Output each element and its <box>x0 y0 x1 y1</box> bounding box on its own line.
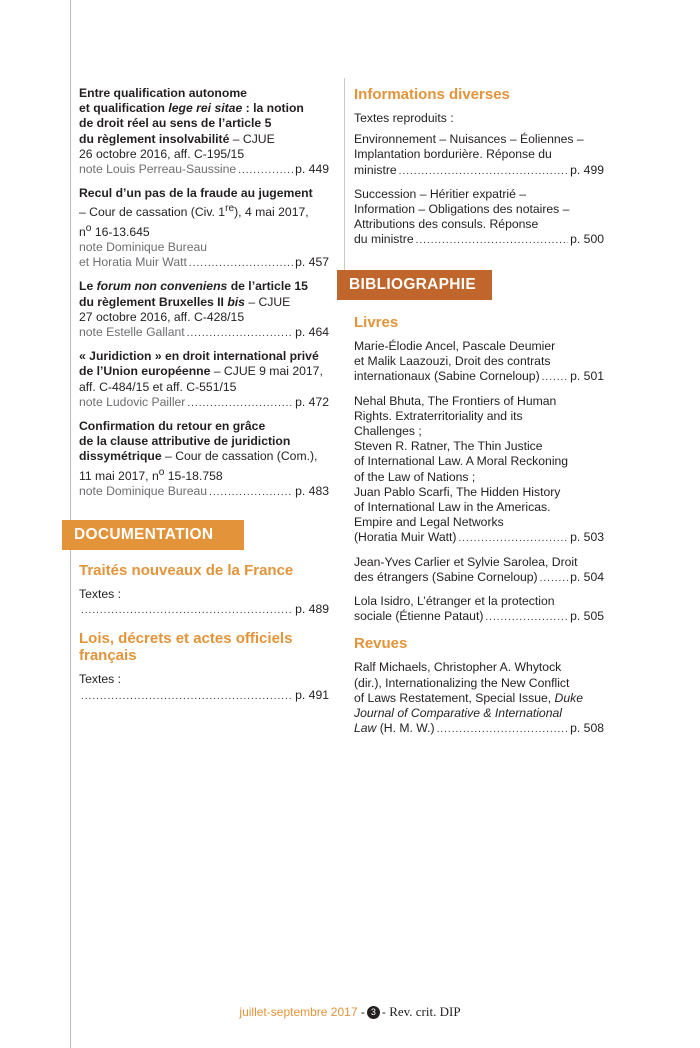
court-reference: – Cour de cassation (Com.), 11 mai 2017, $n^o$ 15-18.758 <box>79 449 318 483</box>
informations-list <box>354 132 604 248</box>
dot-leader <box>81 689 293 704</box>
traites-label: Textes : <box>79 587 121 601</box>
case-note-title <box>79 419 329 484</box>
entry-text: Ralf Michaels, Christopher A. Whytock (dir.), Internationalizing the New Conflict of Laws Restatement, Special Issue, Duke Journal of Comparative & International <box>354 660 583 721</box>
dot-leader <box>540 571 569 586</box>
lois-label: Textes : <box>79 672 121 687</box>
entry-text: Nehal Bhuta, The Frontiers of Human Rights. Extraterritoriality and its Challenges ; Steven R. Ratner, The Thin Justice of International Law. A Moral Reckoning of the Law of Nations ; Juan Pablo Scarfi, The Hidden History of International Law in the Americas. Empire and Legal Networks <box>354 393 569 530</box>
case-note-entry[interactable] <box>79 86 329 178</box>
page-ref: p. 483 <box>295 483 329 498</box>
page-ref: p. 501 <box>570 369 604 384</box>
livres-heading: Livres <box>354 314 399 331</box>
journal-title: Rev. crit. DIP <box>389 1004 461 1019</box>
case-note-entry[interactable] <box>79 186 329 271</box>
case-note-title <box>79 186 329 240</box>
page-ref: p. 449 <box>295 162 329 177</box>
case-note-entry[interactable] <box>79 419 329 500</box>
court-reference: – CJUE 26 octobre 2016, aff. C-195/15 <box>79 131 275 161</box>
column-divider <box>344 78 345 300</box>
page-ref: p. 500 <box>570 232 604 247</box>
case-note-entry[interactable] <box>79 349 329 411</box>
entry-last-line <box>354 609 604 625</box>
review-entry[interactable] <box>354 660 604 737</box>
book-entry[interactable] <box>354 555 604 586</box>
case-title: Recul d’un pas de la fraude au jugement <box>79 186 313 201</box>
note-author: note Dominique Bureau <box>79 239 208 254</box>
court-reference: – CJUE 9 mai 2017, aff. C-484/15 et aff. C-551/15 <box>79 364 323 394</box>
book-entry[interactable] <box>354 594 604 625</box>
entry-last-text: ministre <box>354 162 397 177</box>
entry-last-line <box>354 530 604 546</box>
dot-leader <box>416 233 569 248</box>
case-note-title <box>79 349 329 395</box>
livres-list <box>354 339 604 625</box>
entry-last-line <box>354 721 604 737</box>
dot-leader <box>458 531 568 546</box>
entry-last-line <box>79 484 329 500</box>
dot-leader <box>399 164 568 179</box>
right-column <box>354 86 604 257</box>
dot-leader <box>209 485 293 500</box>
page-ref: p. 499 <box>570 162 604 177</box>
entry-last-text: note Dominique Bureau <box>79 483 208 498</box>
entry-text: Environnement – Nuisances – Éoliennes – Implantation bordurière. Réponse du <box>354 132 584 162</box>
entry-last-text: note Ludovic Pailler <box>79 394 186 409</box>
entry-text: Marie-Élodie Ancel, Pascale Deumier et Malik Laazouzi, Droit des contrats <box>354 339 556 369</box>
lois-entry[interactable] <box>79 672 329 703</box>
page-footer: juillet-septembre 2017 - 3 - Rev. crit. DIP <box>239 1004 461 1019</box>
entry-last-text: note Louis Perreau-Saussine <box>79 162 237 177</box>
entry-last-line <box>354 163 604 179</box>
case-title: Le forum non conveniens de l’article 15 du règlement Bruxelles II bis <box>79 279 308 309</box>
informations-label: Textes reproduits : <box>354 111 454 125</box>
entry-last-line <box>354 570 604 586</box>
dot-leader <box>238 163 293 178</box>
revues-heading: Revues <box>354 635 408 653</box>
book-entry[interactable] <box>354 394 604 547</box>
information-entry[interactable] <box>354 187 604 249</box>
dot-leader <box>187 396 293 411</box>
dot-leader <box>485 610 568 625</box>
bibliographie-banner: BIBLIOGRAPHIE <box>337 270 492 300</box>
traites-heading: Traités nouveaux de la France <box>79 562 294 579</box>
page-ref: p. 491 <box>295 687 329 702</box>
entry-last-text: des étrangers (Sabine Corneloup) <box>354 569 538 584</box>
page-ref: p. 464 <box>295 324 329 339</box>
entry-last-text: (Horatia Muir Watt) <box>354 530 457 545</box>
entry-last-line <box>354 369 604 385</box>
page-ref: p. 457 <box>295 255 329 270</box>
dot-leader <box>81 603 293 618</box>
traites-entry[interactable] <box>79 587 329 618</box>
case-notes-list <box>79 86 329 500</box>
entry-last-line <box>79 162 329 178</box>
entry-last-text: du ministre <box>354 232 414 247</box>
court-reference: – CJUE 27 octobre 2016, aff. C-428/15 <box>79 294 291 324</box>
issue-date: juillet-septembre 2017 <box>239 1005 358 1019</box>
entry-last-text: internationaux (Sabine Corneloup) <box>354 369 540 384</box>
entry-last-line <box>79 255 329 271</box>
entry-last-text: Law (H. M. W.) <box>354 721 435 736</box>
page-ref: p. 504 <box>570 569 604 584</box>
page-ref: p. 472 <box>295 394 329 409</box>
page-number: 3 <box>367 1006 380 1019</box>
entry-last-text: et Horatia Muir Watt <box>79 255 187 270</box>
dot-leader <box>187 326 293 341</box>
entry-last-line <box>79 325 329 341</box>
informations-heading: Informations diverses <box>354 86 510 103</box>
documentation-banner: DOCUMENTATION <box>62 520 244 550</box>
court-reference: – Cour de cassation (Civ. 1re), 4 mai 2017, $n^o$ 16-13.645 <box>79 203 309 239</box>
page-ref: p. 508 <box>570 721 604 736</box>
entry-last-text: note Estelle Gallant <box>79 324 185 339</box>
bibliographie-section <box>354 314 604 745</box>
case-note-title <box>79 279 329 325</box>
page-ref: p. 505 <box>570 609 604 624</box>
dot-leader <box>542 370 568 385</box>
left-column <box>79 86 329 508</box>
page-ref: p. 503 <box>570 530 604 545</box>
case-title: Confirmation du retour en grâce de la clause attributive de juridiction dissymétrique <box>79 418 291 464</box>
case-note-entry[interactable] <box>79 279 329 341</box>
entry-text: Succession – Héritier expatrié – Information – Obligations des notaires – Attributions des consuls. Réponse <box>354 186 570 232</box>
entry-text: Jean-Yves Carlier et Sylvie Sarolea, Droit <box>354 554 578 569</box>
book-entry[interactable] <box>354 339 604 386</box>
lois-heading: Lois, décrets et actes officiels français <box>79 630 293 665</box>
dot-leader <box>437 722 569 737</box>
case-title: « Juridiction » en droit international privé de l’Union européenne <box>79 349 319 379</box>
revues-list <box>354 660 604 737</box>
information-entry[interactable] <box>354 132 604 179</box>
entry-last-text: sociale (Étienne Pataut) <box>354 609 484 624</box>
entry-last-line <box>354 232 604 248</box>
entry-text: Lola Isidro, L’étranger et la protection <box>354 594 555 609</box>
dot-leader <box>189 256 293 271</box>
page-ref: p. 489 <box>295 602 329 617</box>
documentation-section <box>79 562 329 712</box>
case-note-title <box>79 86 329 162</box>
entry-last-line <box>79 395 329 411</box>
case-title: Entre qualification autonome et qualification lege rei sitae : la notion de droit réel au sens de l’article 5 du règlement insolvabilité <box>79 86 304 146</box>
